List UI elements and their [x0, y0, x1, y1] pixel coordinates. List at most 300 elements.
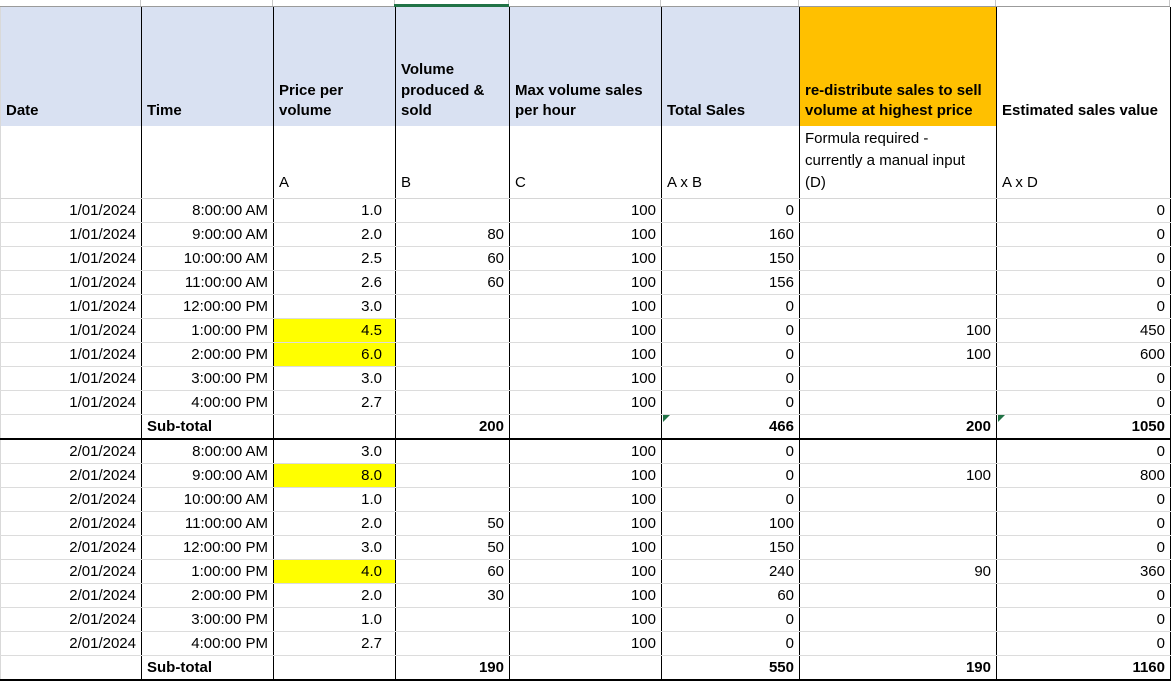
cell-time[interactable]: [142, 656, 274, 681]
cell-est[interactable]: [997, 271, 1171, 295]
cell-max[interactable]: [510, 632, 662, 656]
cell-price[interactable]: [274, 608, 396, 632]
cell-max[interactable]: [510, 656, 662, 681]
cell-total[interactable]: [662, 199, 800, 223]
cell-time[interactable]: [142, 536, 274, 560]
cell-price[interactable]: [274, 295, 396, 319]
header-cell-redistribute[interactable]: re-distribute sales to sell volume at highest price: [800, 7, 997, 126]
cell-est[interactable]: [997, 439, 1171, 464]
cell-value: 0: [785, 491, 794, 509]
cell-total[interactable]: [662, 608, 800, 632]
subheader-cell-total[interactable]: A x B: [662, 126, 800, 199]
cell-time[interactable]: [142, 439, 274, 464]
cell-price[interactable]: [274, 560, 396, 584]
cell-value: 0: [785, 394, 794, 412]
cell-value: 2.0: [361, 226, 382, 244]
cell-max[interactable]: [510, 271, 662, 295]
cell-value: 800: [1139, 467, 1165, 485]
data-row: [1, 584, 1171, 608]
cell-redist[interactable]: [800, 439, 997, 464]
cell-max[interactable]: [510, 247, 662, 271]
cell-value: 2/01/2024: [69, 563, 136, 581]
cell-redist[interactable]: [800, 199, 997, 223]
cell-value: 0: [1156, 443, 1165, 461]
cell-est[interactable]: [997, 512, 1171, 536]
cell-total[interactable]: [662, 367, 800, 391]
cell-value: 200: [478, 418, 504, 436]
cell-value: 1.0: [361, 611, 382, 629]
cell-price[interactable]: [274, 343, 396, 367]
cell-total[interactable]: [662, 271, 800, 295]
cell-est[interactable]: [997, 488, 1171, 512]
cell-total[interactable]: [662, 488, 800, 512]
gridline-segment: [799, 0, 996, 6]
cell-value: 3:00:00 PM: [191, 611, 268, 629]
cell-date[interactable]: [1, 608, 142, 632]
cell-value: 0: [1156, 394, 1165, 412]
cell-est[interactable]: [997, 319, 1171, 343]
cell-value: 0: [785, 322, 794, 340]
cell-max[interactable]: [510, 391, 662, 415]
selected-cell-border: [394, 4, 509, 7]
cell-value: 80: [487, 226, 504, 244]
cell-date[interactable]: [1, 512, 142, 536]
cell-value: 1/01/2024: [69, 346, 136, 364]
header-cell-price[interactable]: Price per volume: [274, 7, 396, 126]
cell-redist[interactable]: [800, 536, 997, 560]
cell-total[interactable]: [662, 560, 800, 584]
cell-est[interactable]: [997, 367, 1171, 391]
cell-total[interactable]: [662, 223, 800, 247]
cell-date[interactable]: [1, 391, 142, 415]
cell-volume[interactable]: [396, 584, 510, 608]
cell-value: 1/01/2024: [69, 202, 136, 220]
data-row: [1, 439, 1171, 464]
cell-value: 1/01/2024: [69, 298, 136, 316]
cell-value: 1:00:00 PM: [191, 563, 268, 581]
cell-date[interactable]: [1, 536, 142, 560]
header-cell-time[interactable]: Time: [142, 7, 274, 126]
cell-value: 100: [630, 370, 656, 388]
cell-time[interactable]: [142, 512, 274, 536]
cell-price[interactable]: [274, 512, 396, 536]
cell-value: 50: [487, 539, 504, 557]
cell-est[interactable]: [997, 560, 1171, 584]
cell-price[interactable]: [274, 391, 396, 415]
cell-value: 100: [630, 346, 656, 364]
cell-time[interactable]: [142, 367, 274, 391]
cell-max[interactable]: [510, 319, 662, 343]
cell-max[interactable]: [510, 536, 662, 560]
gridline-segment: [996, 0, 1170, 6]
cell-date[interactable]: [1, 295, 142, 319]
cell-value: 150: [768, 539, 794, 557]
cell-value: 100: [630, 322, 656, 340]
cell-value: 2.5: [361, 250, 382, 268]
cell-value: 8.0: [361, 467, 382, 485]
cell-volume[interactable]: [396, 536, 510, 560]
cell-value: 160: [768, 226, 794, 244]
cell-volume[interactable]: [396, 512, 510, 536]
cell-value: 1/01/2024: [69, 322, 136, 340]
cell-time[interactable]: [142, 223, 274, 247]
cell-date[interactable]: [1, 247, 142, 271]
cell-total[interactable]: [662, 464, 800, 488]
cell-price[interactable]: [274, 439, 396, 464]
cell-max[interactable]: [510, 223, 662, 247]
cell-volume[interactable]: [396, 295, 510, 319]
cell-redist[interactable]: [800, 488, 997, 512]
cell-price[interactable]: [274, 223, 396, 247]
cell-est[interactable]: [997, 223, 1171, 247]
cell-value: 1160: [1132, 659, 1165, 677]
cell-value: 150: [768, 250, 794, 268]
cell-time[interactable]: [142, 391, 274, 415]
header-cell-total[interactable]: Total Sales: [662, 7, 800, 126]
cell-value: 550: [768, 659, 794, 677]
cell-time[interactable]: [142, 584, 274, 608]
cell-redist[interactable]: [800, 391, 997, 415]
cell-value: 100: [630, 539, 656, 557]
cell-value: 2/01/2024: [69, 611, 136, 629]
cell-max[interactable]: [510, 343, 662, 367]
cell-volume[interactable]: [396, 343, 510, 367]
cell-value: 0: [1156, 202, 1165, 220]
cell-value: 3.0: [361, 370, 382, 388]
cell-max[interactable]: [510, 415, 662, 440]
cell-value: 2/01/2024: [69, 491, 136, 509]
cell-max[interactable]: [510, 584, 662, 608]
cell-date[interactable]: [1, 584, 142, 608]
cell-max[interactable]: [510, 199, 662, 223]
cell-price[interactable]: [274, 199, 396, 223]
cell-redist[interactable]: [800, 295, 997, 319]
cell-volume[interactable]: [396, 199, 510, 223]
cell-volume[interactable]: [396, 223, 510, 247]
cell-value: 30: [487, 587, 504, 605]
subheader-cell-volume[interactable]: B: [396, 126, 510, 199]
cell-value: 100: [630, 587, 656, 605]
cell-value: 0: [785, 298, 794, 316]
cell-date[interactable]: [1, 632, 142, 656]
cell-time[interactable]: [142, 295, 274, 319]
cell-value: 190: [965, 659, 991, 677]
cell-price[interactable]: [274, 584, 396, 608]
cell-time[interactable]: [142, 271, 274, 295]
subheader-row: [1, 126, 1171, 199]
cell-date[interactable]: [1, 439, 142, 464]
cell-value: 60: [777, 587, 794, 605]
data-row: [1, 536, 1171, 560]
cell-value: 4.5: [361, 322, 382, 340]
cell-value: 1.0: [361, 491, 382, 509]
cell-value: 2:00:00 PM: [191, 346, 268, 364]
gridline-segment: [141, 0, 273, 6]
cell-date[interactable]: [1, 199, 142, 223]
cell-value: 8:00:00 AM: [192, 443, 268, 461]
cell-value: 2/01/2024: [69, 587, 136, 605]
gridline-segment: [661, 0, 799, 6]
subtotal-row: [1, 415, 1171, 440]
cell-volume[interactable]: [396, 319, 510, 343]
cell-time[interactable]: [142, 608, 274, 632]
cell-est[interactable]: [997, 584, 1171, 608]
cell-est[interactable]: [997, 464, 1171, 488]
cell-redist[interactable]: [800, 247, 997, 271]
cell-max[interactable]: [510, 439, 662, 464]
cell-est[interactable]: [997, 415, 1171, 440]
cell-price[interactable]: [274, 415, 396, 440]
cell-value: 2/01/2024: [69, 539, 136, 557]
cell-value: 240: [768, 563, 794, 581]
cell-value: 100: [630, 515, 656, 533]
cell-total[interactable]: [662, 343, 800, 367]
cell-value: 100: [630, 250, 656, 268]
cell-total[interactable]: [662, 632, 800, 656]
cell-value: 100: [630, 635, 656, 653]
cell-price[interactable]: [274, 464, 396, 488]
cell-value: 0: [785, 202, 794, 220]
cell-value: 50: [487, 515, 504, 533]
cell-total[interactable]: [662, 319, 800, 343]
cell-value: 2:00:00 PM: [191, 587, 268, 605]
cell-value: 100: [630, 563, 656, 581]
cell-volume[interactable]: [396, 656, 510, 681]
cell-time[interactable]: [142, 319, 274, 343]
subheader-cell-max[interactable]: C: [510, 126, 662, 199]
data-row: [1, 199, 1171, 223]
subheader-cell-date[interactable]: [1, 126, 142, 199]
cell-volume[interactable]: [396, 415, 510, 440]
cell-value: 100: [630, 226, 656, 244]
cell-value: 8:00:00 AM: [192, 202, 268, 220]
subtotal-row: [1, 656, 1171, 681]
cell-value: 0: [785, 370, 794, 388]
cell-max[interactable]: [510, 488, 662, 512]
cell-price[interactable]: [274, 367, 396, 391]
cell-date[interactable]: [1, 464, 142, 488]
cell-redist[interactable]: [800, 271, 997, 295]
cell-total[interactable]: [662, 512, 800, 536]
cell-redist[interactable]: [800, 608, 997, 632]
cell-max[interactable]: [510, 295, 662, 319]
cell-est[interactable]: [997, 343, 1171, 367]
cell-value: 100: [630, 611, 656, 629]
cell-value: 100: [965, 346, 991, 364]
cell-value: 200: [965, 418, 991, 436]
cell-price[interactable]: [274, 488, 396, 512]
cell-value: 6.0: [361, 346, 382, 364]
cell-redist[interactable]: [800, 656, 997, 681]
cell-value: 1/01/2024: [69, 250, 136, 268]
error-indicator-icon: [663, 415, 670, 422]
cell-max[interactable]: [510, 608, 662, 632]
cell-total[interactable]: [662, 439, 800, 464]
cell-value: 0: [785, 611, 794, 629]
cell-time[interactable]: [142, 247, 274, 271]
cell-value: 0: [1156, 298, 1165, 316]
gridline-segment: [273, 0, 395, 6]
cell-value: 4:00:00 PM: [191, 394, 268, 412]
cell-volume[interactable]: [396, 560, 510, 584]
header-cell-volume[interactable]: Volume produced & sold: [396, 7, 510, 126]
cell-value: 60: [487, 250, 504, 268]
cell-date[interactable]: [1, 560, 142, 584]
cell-time[interactable]: [142, 560, 274, 584]
cell-est[interactable]: [997, 391, 1171, 415]
header-cell-max[interactable]: Max volume sales per hour: [510, 7, 662, 126]
cell-max[interactable]: [510, 560, 662, 584]
cell-volume[interactable]: [396, 391, 510, 415]
cell-max[interactable]: [510, 464, 662, 488]
cell-date[interactable]: [1, 271, 142, 295]
cell-time[interactable]: [142, 464, 274, 488]
data-row: [1, 367, 1171, 391]
cell-value: 9:00:00 AM: [192, 467, 268, 485]
data-row: [1, 223, 1171, 247]
cell-value: 0: [1156, 274, 1165, 292]
cell-value: 1/01/2024: [69, 394, 136, 412]
cell-value: 100: [630, 394, 656, 412]
cell-redist[interactable]: [800, 343, 997, 367]
cell-price[interactable]: [274, 319, 396, 343]
header-cell-date[interactable]: Date: [1, 7, 142, 126]
cell-volume[interactable]: [396, 608, 510, 632]
cell-value: 1:00:00 PM: [191, 322, 268, 340]
cell-redist[interactable]: [800, 367, 997, 391]
cell-time[interactable]: [142, 488, 274, 512]
subheader-cell-estimated[interactable]: A x D: [997, 126, 1171, 199]
cell-total[interactable]: [662, 656, 800, 681]
cell-redist[interactable]: [800, 415, 997, 440]
cell-value: 0: [1156, 515, 1165, 533]
cell-value: 10:00:00 AM: [183, 491, 268, 509]
data-row: [1, 488, 1171, 512]
cell-total[interactable]: [662, 391, 800, 415]
data-row: [1, 632, 1171, 656]
cell-price[interactable]: [274, 632, 396, 656]
cell-time[interactable]: [142, 415, 274, 440]
cell-time[interactable]: [142, 199, 274, 223]
cell-total[interactable]: [662, 247, 800, 271]
cell-price[interactable]: [274, 656, 396, 681]
cell-date[interactable]: [1, 415, 142, 440]
cell-price[interactable]: [274, 271, 396, 295]
cell-total[interactable]: [662, 584, 800, 608]
data-row: [1, 247, 1171, 271]
cell-redist[interactable]: [800, 319, 997, 343]
cell-est[interactable]: [997, 295, 1171, 319]
cell-date[interactable]: [1, 343, 142, 367]
cell-date[interactable]: [1, 367, 142, 391]
cell-redist[interactable]: [800, 512, 997, 536]
subheader-cell-price[interactable]: A: [274, 126, 396, 199]
cell-price[interactable]: [274, 247, 396, 271]
subheader-cell-redistribute[interactable]: Formula required - currently a manual input (D): [800, 126, 997, 199]
cell-value: 0: [1156, 635, 1165, 653]
cell-volume[interactable]: [396, 247, 510, 271]
cell-redist[interactable]: [800, 560, 997, 584]
cell-price[interactable]: [274, 536, 396, 560]
cell-value: 2.7: [361, 394, 382, 412]
cell-value: 1.0: [361, 202, 382, 220]
cell-value: 2.0: [361, 587, 382, 605]
cell-est[interactable]: [997, 247, 1171, 271]
cell-value: 100: [965, 322, 991, 340]
cell-est[interactable]: [997, 656, 1171, 681]
cell-value: 360: [1139, 563, 1165, 581]
cell-volume[interactable]: [396, 488, 510, 512]
cell-date[interactable]: [1, 488, 142, 512]
cell-value: 100: [630, 443, 656, 461]
cell-total[interactable]: [662, 295, 800, 319]
header-row: [1, 7, 1171, 126]
cell-volume[interactable]: [396, 367, 510, 391]
cell-value: 4.0: [361, 563, 382, 581]
cell-volume[interactable]: [396, 464, 510, 488]
cell-volume[interactable]: [396, 632, 510, 656]
cell-value: Sub-total: [147, 659, 212, 677]
cell-value: 3.0: [361, 298, 382, 316]
cell-value: 2.0: [361, 515, 382, 533]
cell-value: 0: [785, 346, 794, 364]
cell-volume[interactable]: [396, 271, 510, 295]
cell-total[interactable]: [662, 415, 800, 440]
cell-time[interactable]: [142, 343, 274, 367]
cell-date[interactable]: [1, 223, 142, 247]
header-cell-estimated[interactable]: Estimated sales value: [997, 7, 1171, 126]
cell-value: 2/01/2024: [69, 515, 136, 533]
cell-date[interactable]: [1, 319, 142, 343]
cell-value: 0: [1156, 250, 1165, 268]
cell-value: 0: [785, 635, 794, 653]
cell-redist[interactable]: [800, 584, 997, 608]
data-row: [1, 295, 1171, 319]
cell-est[interactable]: [997, 632, 1171, 656]
cell-max[interactable]: [510, 512, 662, 536]
cell-est[interactable]: [997, 608, 1171, 632]
cell-est[interactable]: [997, 536, 1171, 560]
cell-redist[interactable]: [800, 223, 997, 247]
data-row: [1, 271, 1171, 295]
cell-redist[interactable]: [800, 632, 997, 656]
cell-est[interactable]: [997, 199, 1171, 223]
cell-redist[interactable]: [800, 464, 997, 488]
data-row: [1, 464, 1171, 488]
cell-value: 11:00:00 AM: [184, 515, 268, 533]
cell-time[interactable]: [142, 632, 274, 656]
cell-value: 2/01/2024: [69, 635, 136, 653]
cell-value: 0: [1156, 226, 1165, 244]
data-row: [1, 608, 1171, 632]
cell-volume[interactable]: [396, 439, 510, 464]
cell-value: 11:00:00 AM: [184, 274, 268, 292]
cell-value: 2/01/2024: [69, 443, 136, 461]
cell-value: 100: [630, 491, 656, 509]
subheader-cell-time[interactable]: [142, 126, 274, 199]
data-row: [1, 319, 1171, 343]
cell-value: 90: [974, 563, 991, 581]
cell-max[interactable]: [510, 367, 662, 391]
cell-value: 3.0: [361, 443, 382, 461]
data-row: [1, 391, 1171, 415]
cell-value: 0: [785, 467, 794, 485]
cell-value: 60: [487, 274, 504, 292]
cell-date[interactable]: [1, 656, 142, 681]
sheet-body: [1, 199, 1171, 681]
cell-value: 0: [785, 443, 794, 461]
cell-total[interactable]: [662, 536, 800, 560]
